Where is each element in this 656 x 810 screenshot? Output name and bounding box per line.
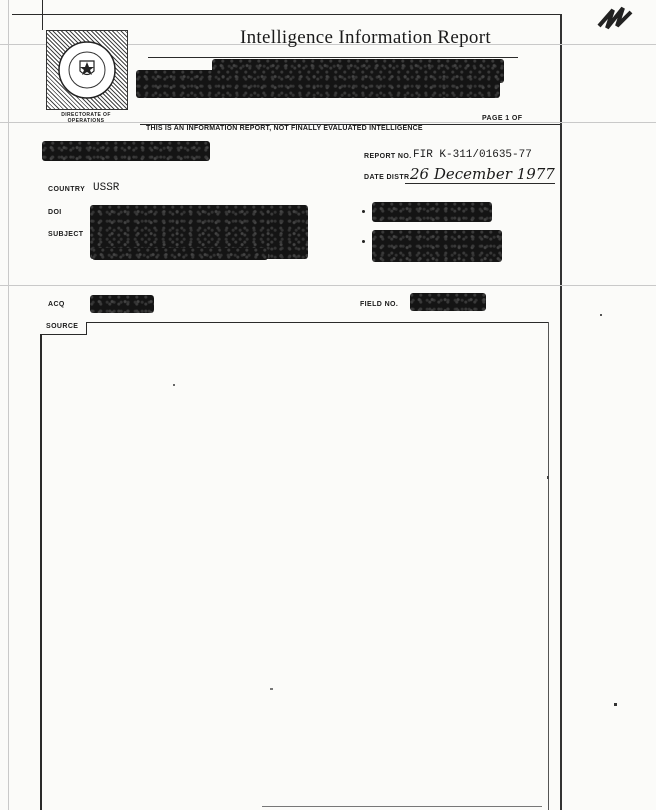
source-label: SOURCE [46, 323, 79, 330]
redacted-right-2 [372, 230, 502, 262]
report-title: Intelligence Information Report [240, 27, 491, 48]
source-tab-step [86, 322, 87, 334]
speck [547, 476, 549, 479]
directorate-label: DIRECTORATE OF OPERATIONS [61, 112, 111, 124]
source-box-top [42, 334, 87, 335]
speck [614, 703, 617, 706]
date-distr-value: 26 December 1977 [410, 165, 555, 183]
acq-label: ACQ [48, 301, 65, 308]
title-underline [148, 57, 518, 58]
redacted-subject-tail [92, 248, 268, 260]
section-divider [0, 285, 656, 286]
source-box-left [40, 334, 42, 810]
doi-label: DOI [48, 209, 62, 216]
source-tab-top [86, 322, 548, 323]
bullet-2 [362, 240, 365, 243]
page-left-mark [42, 0, 43, 30]
country-value: USSR [93, 182, 120, 194]
report-no-value: FIR K-311/01635-77 [413, 149, 532, 161]
redacted-header-block [136, 70, 500, 98]
report-no-label: REPORT NO. [364, 153, 412, 160]
redacted-distribution [42, 141, 210, 161]
field-no-label: FIELD NO. [360, 301, 399, 308]
date-underline [405, 183, 555, 184]
speck [173, 384, 175, 386]
report-banner: THIS IS AN INFORMATION REPORT, NOT FINALLY EVALUATED INTELLIGENCE [146, 125, 423, 132]
redacted-right-1 [372, 202, 492, 222]
redacted-acq [90, 295, 154, 313]
redacted-field-no [410, 293, 486, 311]
country-label: COUNTRY [48, 186, 86, 193]
source-box-bottom [262, 806, 542, 807]
bullet-1 [362, 210, 365, 213]
page-label: PAGE 1 OF [482, 115, 523, 122]
date-distr-label: DATE DISTR. [364, 174, 412, 181]
page-top-rule [12, 14, 562, 15]
speck [270, 688, 273, 690]
seal-emblem-icon [47, 31, 127, 109]
speck [600, 314, 602, 316]
subject-label: SUBJECT [48, 231, 84, 238]
cia-seal [46, 30, 128, 110]
corner-scribble-mark [595, 4, 637, 32]
page-right-border [560, 14, 562, 810]
source-box-right [548, 322, 549, 810]
